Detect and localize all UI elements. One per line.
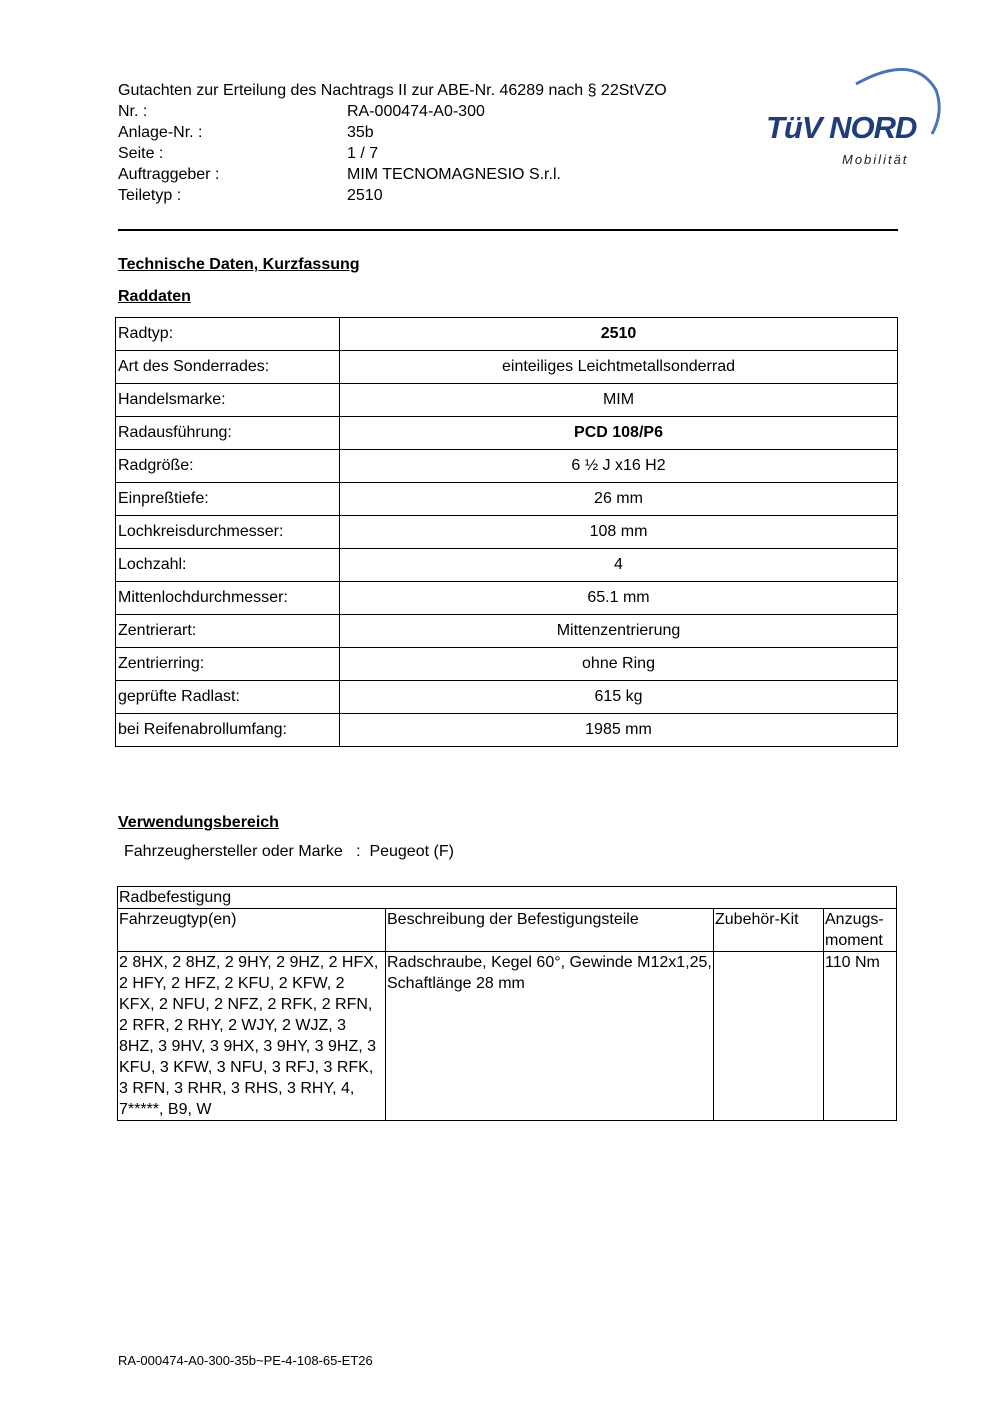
beschreibung-cell: Radschraube, Kegel 60°, Gewinde M12x1,25, Schaftlänge 28 mm bbox=[386, 952, 714, 1121]
row-label: bei Reifenabrollumfang: bbox=[116, 714, 340, 747]
row-label: Mittenlochdurchmesser: bbox=[116, 582, 340, 615]
row-label: Radgröße: bbox=[116, 450, 340, 483]
header-row-nr bbox=[118, 101, 758, 122]
befestigung-table bbox=[117, 886, 897, 1121]
row-value: 615 kg bbox=[340, 681, 898, 714]
row-value: 26 mm bbox=[340, 483, 898, 516]
row-label: Lochkreisdurchmesser: bbox=[116, 516, 340, 549]
row-label: Zentrierart: bbox=[116, 615, 340, 648]
header-key: Nr. : bbox=[118, 103, 148, 120]
column-header: Beschreibung der Befestigungsteile bbox=[386, 909, 714, 952]
row-value: 2510 bbox=[340, 318, 898, 351]
header-row-anlage bbox=[118, 122, 758, 143]
row-value: 65.1 mm bbox=[340, 582, 898, 615]
document-header bbox=[118, 80, 758, 206]
column-header: Anzugs-moment bbox=[824, 909, 897, 952]
fahrzeugtypen-cell: 2 8HX, 2 8HZ, 2 9HY, 2 9HZ, 2 HFX, 2 HFY, 2 HFZ, 2 KFU, 2 KFW, 2 KFX, 2 NFU, 2 NFZ, 2 RFK, 2 RFN, 2 RFR, 2 RHY, 2 WJY, 2 WJZ, 3 8HZ, 3 9HV, 3 9HX, 3 9HY, 3 9HZ, 3 KFU, 3 KFW, 3 NFU, 3 RFJ, 3 RFK, 3 RFN, 3 RHR, 3 RHS, 3 RHY, 4, 7*****, B9, W bbox=[118, 952, 386, 1121]
table-row bbox=[116, 417, 898, 450]
document-title: Gutachten zur Erteilung des Nachtrags II zur ABE-Nr. 46289 nach § 22StVZO bbox=[118, 82, 667, 99]
table-row bbox=[116, 516, 898, 549]
header-value: 2510 bbox=[347, 187, 383, 204]
header-value: RA-000474-A0-300 bbox=[347, 103, 485, 120]
tuv-nord-logo bbox=[764, 60, 944, 170]
row-value: einteiliges Leichtmetallsonderrad bbox=[340, 351, 898, 384]
table-row bbox=[116, 483, 898, 516]
header-divider bbox=[118, 229, 898, 231]
row-label: Lochzahl: bbox=[116, 549, 340, 582]
table-row bbox=[116, 384, 898, 417]
header-key: Seite : bbox=[118, 145, 164, 162]
table-row bbox=[118, 952, 897, 1121]
header-row-auftraggeber bbox=[118, 164, 758, 185]
zubehoer-kit-cell bbox=[714, 952, 824, 1121]
header-row-teiletyp bbox=[118, 185, 758, 206]
row-value: Mittenzentrierung bbox=[340, 615, 898, 648]
header-value: MIM TECNOMAGNESIO S.r.l. bbox=[347, 166, 561, 183]
logo-brand: TüV NORD bbox=[766, 110, 917, 145]
header-value: 35b bbox=[347, 124, 374, 141]
row-value: ohne Ring bbox=[340, 648, 898, 681]
table-row bbox=[116, 450, 898, 483]
column-header: Zubehör-Kit bbox=[714, 909, 824, 952]
row-value: MIM bbox=[340, 384, 898, 417]
table-row bbox=[116, 648, 898, 681]
row-label: Radtyp: bbox=[116, 318, 340, 351]
table-caption-row bbox=[118, 887, 897, 909]
table-row bbox=[116, 615, 898, 648]
row-label: Zentrierring: bbox=[116, 648, 340, 681]
header-value: 1 / 7 bbox=[347, 145, 379, 162]
table-row bbox=[116, 681, 898, 714]
header-key: Anlage-Nr. : bbox=[118, 124, 203, 141]
raddaten-table bbox=[115, 317, 898, 747]
befestigung-caption: Radbefestigung bbox=[118, 887, 897, 909]
row-label: Radausführung: bbox=[116, 417, 340, 450]
table-header-row bbox=[118, 909, 897, 952]
section-title: Technische Daten, Kurzfassung bbox=[118, 256, 360, 273]
table-row bbox=[116, 318, 898, 351]
table-row bbox=[116, 714, 898, 747]
logo-subtitle: Mobilität bbox=[842, 152, 909, 167]
row-value: 6 ½ J x16 H2 bbox=[340, 450, 898, 483]
row-value: 1985 mm bbox=[340, 714, 898, 747]
row-value: 4 bbox=[340, 549, 898, 582]
table-row bbox=[116, 549, 898, 582]
row-value: PCD 108/P6 bbox=[340, 417, 898, 450]
row-label: Art des Sonderrades: bbox=[116, 351, 340, 384]
column-header: Fahrzeugtyp(en) bbox=[118, 909, 386, 952]
table-row bbox=[116, 582, 898, 615]
anzugsmoment-cell: 110 Nm bbox=[824, 952, 897, 1121]
row-label: Handelsmarke: bbox=[116, 384, 340, 417]
row-label: geprüfte Radlast: bbox=[116, 681, 340, 714]
header-key: Auftraggeber : bbox=[118, 166, 220, 183]
fahrzeughersteller-line: Fahrzeughersteller oder Marke : Peugeot (F) bbox=[124, 843, 454, 860]
row-label: Einpreßtiefe: bbox=[116, 483, 340, 516]
table-row bbox=[116, 351, 898, 384]
raddaten-heading: Raddaten bbox=[118, 288, 191, 305]
header-row-seite bbox=[118, 143, 758, 164]
document-footer: RA-000474-A0-300-35b~PE-4-108-65-ET26 bbox=[118, 1353, 373, 1368]
row-value: 108 mm bbox=[340, 516, 898, 549]
header-key: Teiletyp : bbox=[118, 187, 182, 204]
verwendung-heading: Verwendungsbereich bbox=[118, 814, 279, 831]
